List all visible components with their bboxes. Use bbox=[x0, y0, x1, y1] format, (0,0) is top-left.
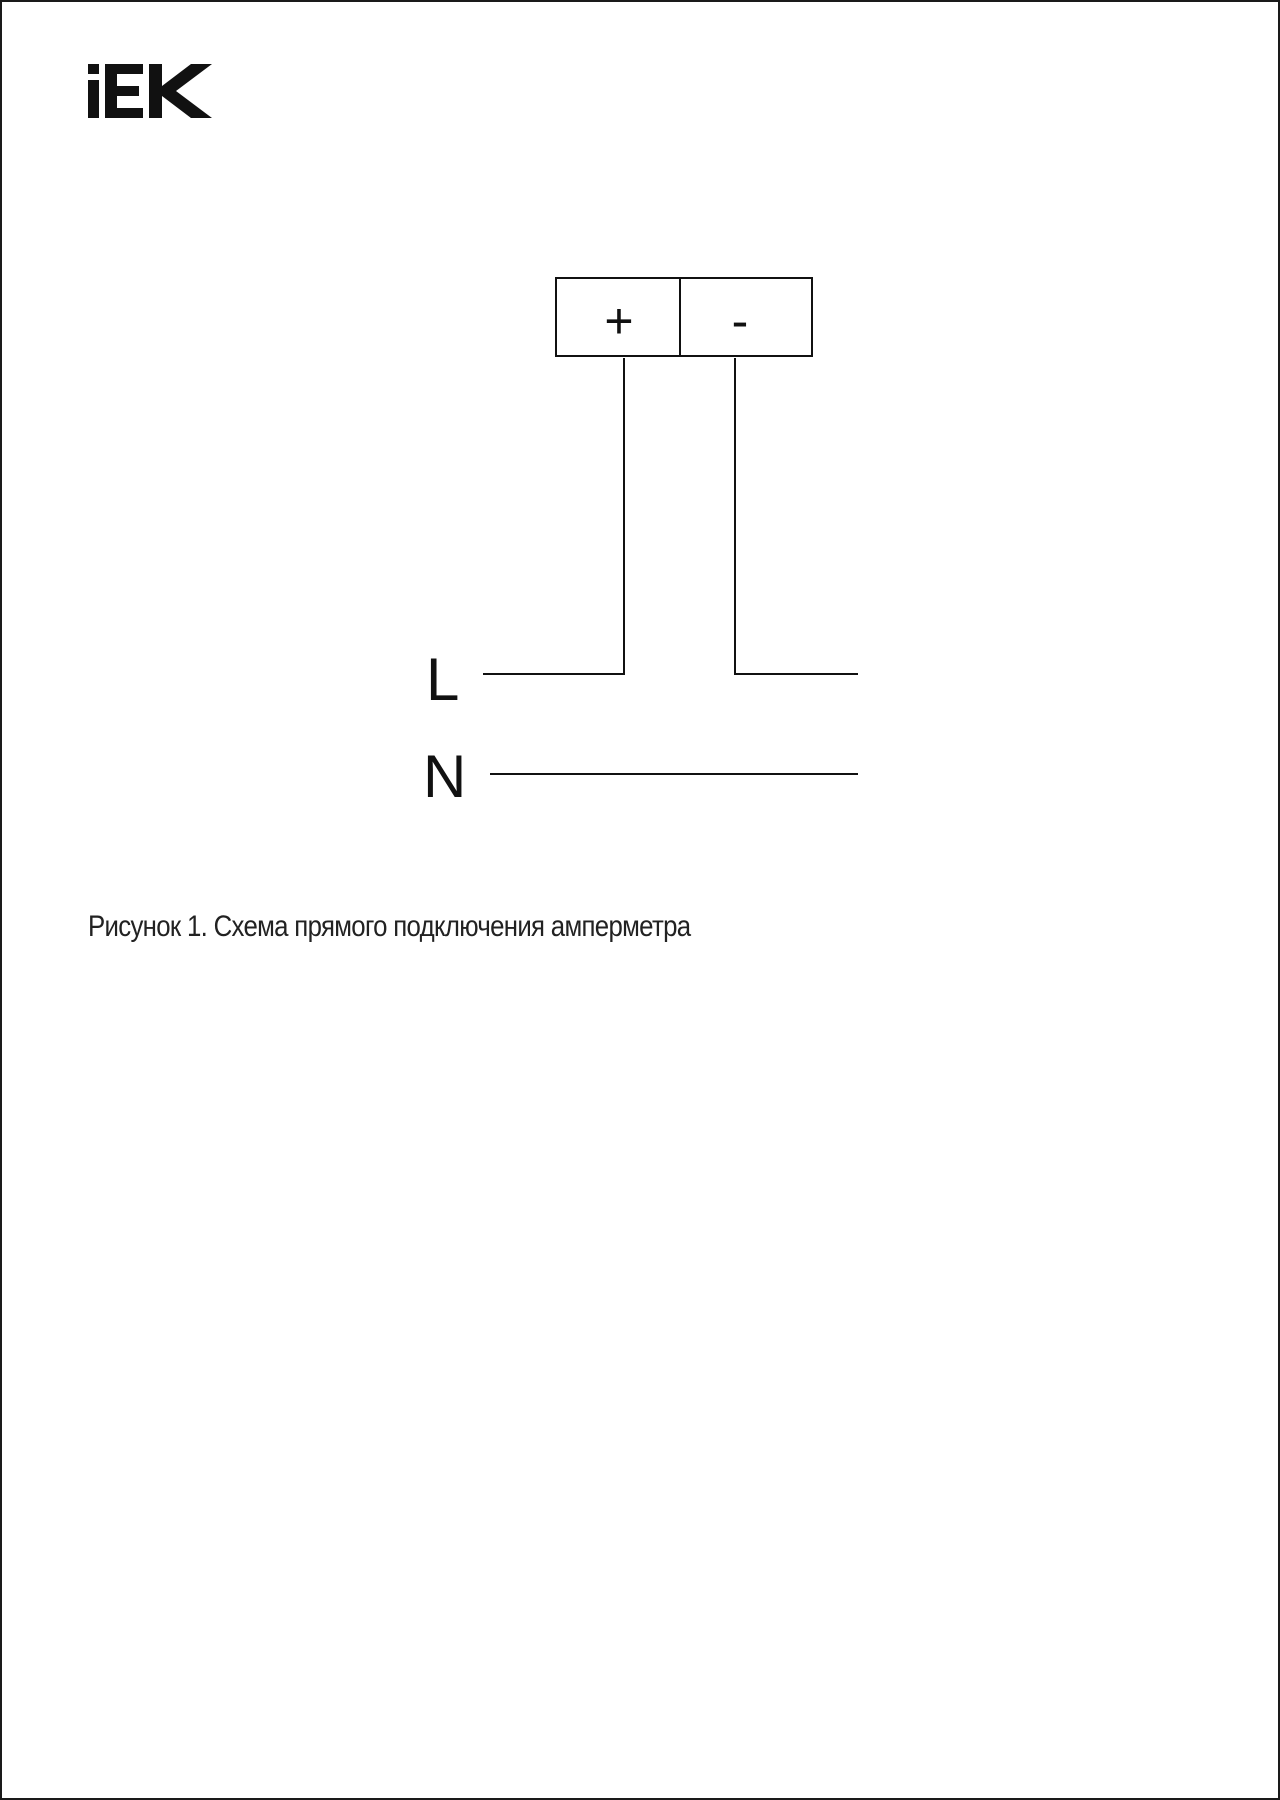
wire-minus-out bbox=[735, 358, 858, 674]
line-n-label: N bbox=[423, 743, 467, 810]
line-l-label: L bbox=[426, 646, 460, 713]
terminal-plus-label: + bbox=[604, 293, 634, 349]
terminal-block bbox=[556, 278, 812, 356]
wire-plus-to-l bbox=[483, 358, 624, 674]
wiring-diagram bbox=[2, 2, 1280, 902]
terminal-minus-label: - bbox=[731, 293, 749, 349]
figure-caption: Рисунок 1. Схема прямого подключения амперметра bbox=[88, 910, 691, 943]
